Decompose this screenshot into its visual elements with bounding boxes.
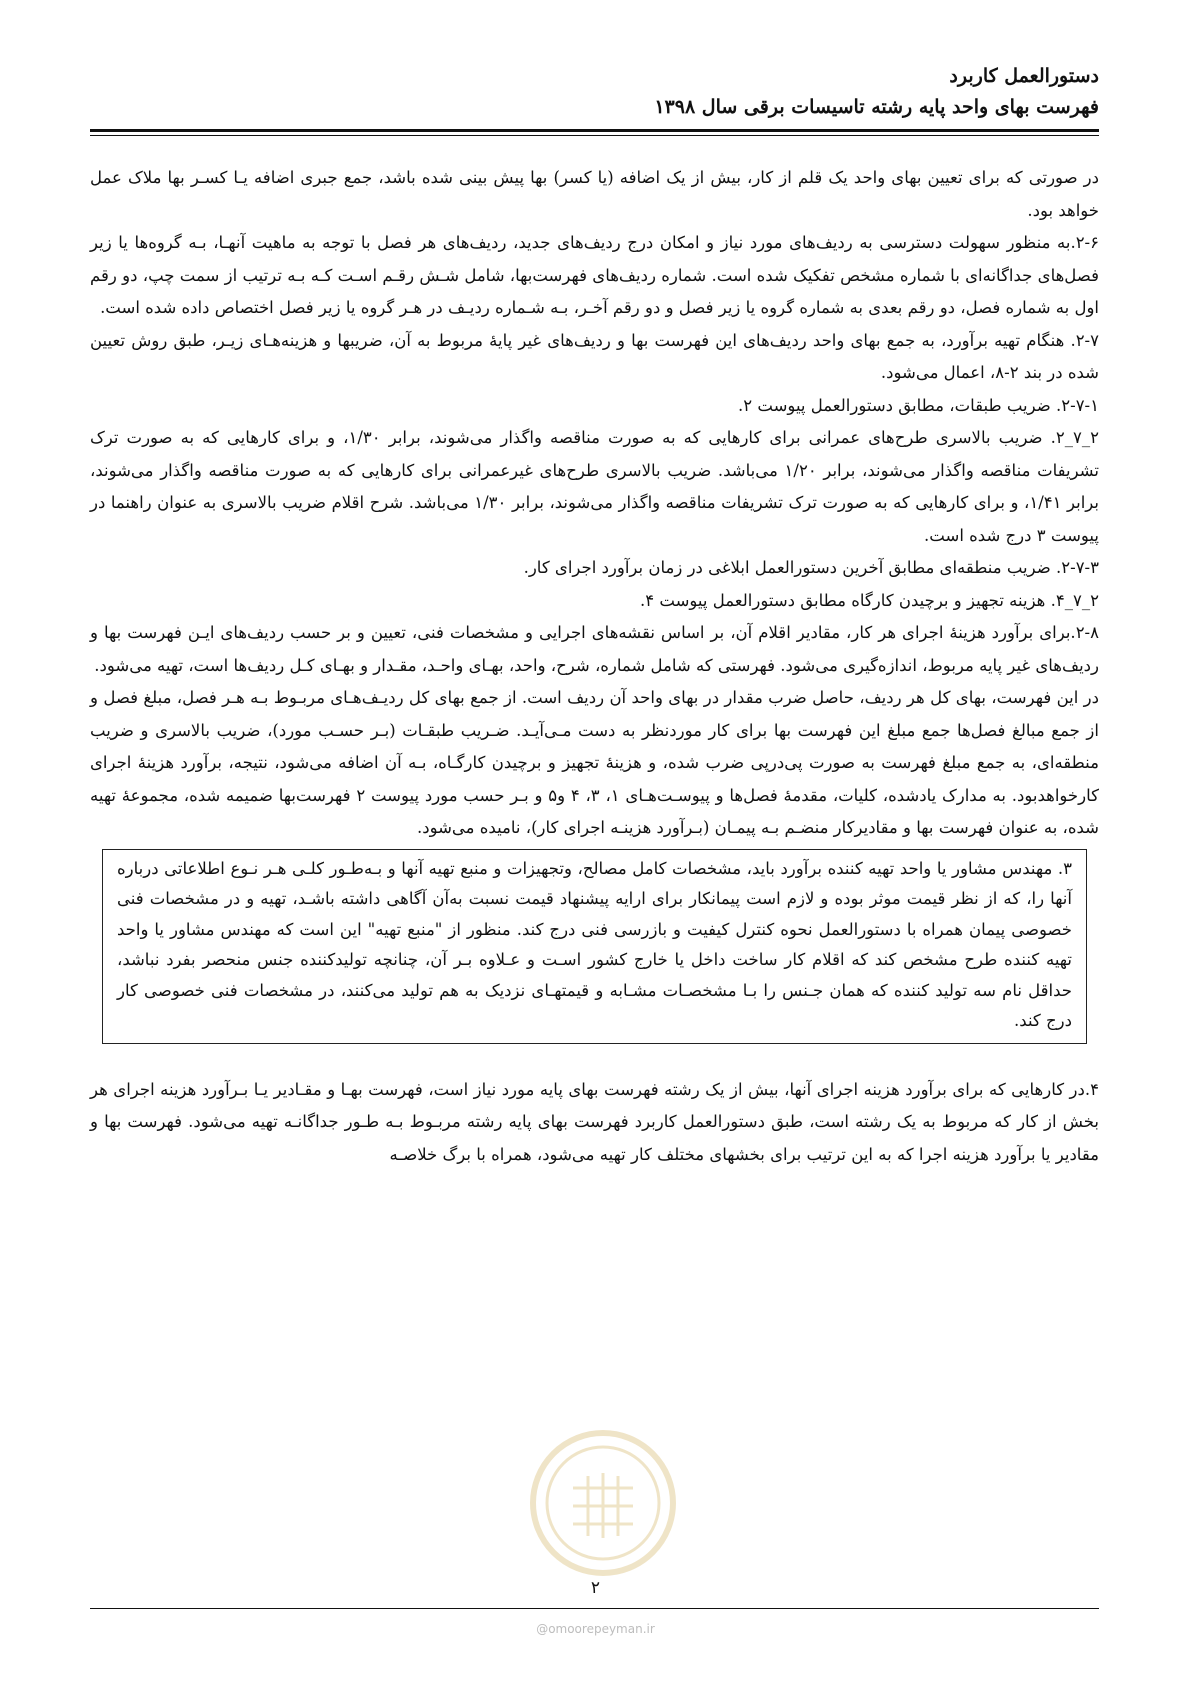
paragraph: ۲-۷-۳. ضریب منطقه‌ای مطابق آخرین دستورالعمل ابلاغی در زمان برآورد اجرای کار.	[523, 558, 1099, 577]
website-watermark: @omoorepeyman.ir	[536, 1622, 655, 1636]
paragraph: در این فهرست، بهای کل هر ردیف، حاصل ضرب مقدار در بهای واحد آن ردیف است. از جمع بهای کل ردیـف‌هـای مربـوط بـه هـر فصل، مبلغ فصل و از جمع مبالغ فصل‌ها جمع مبلغ این فهرست بها برای کار موردنظر به دست مـی‌آیـد. ضـریب طبقـات (بـر حسـب مورد)، ضریب بالاسری و ضریب منطقه‌ای، به جمع مبلغ فهرست به صورت پی‌درپی ضرب شده، و هزینهٔ تجهیز و برچیدن کارگـاه، بـه آن اضافه می‌شود، نتیجه، برآورد هزینهٔ اجرای کارخواهدبود. به مدارک یادشده، کلیات، مقدمهٔ فصل‌ها و پیوسـت‌هـای ۱، ۳، ۴ و۵ و بـر حسب مورد پیوست ۲ فهرست‌بها ضمیمه شده، مجموعهٔ تهیه شده، به عنوان فهرست بها و مقادیرکار منضـم بـه پیمـان (بـرآورد هزینـه اجرای کار)، نامیده می‌شود.	[90, 688, 1099, 837]
footer-rule	[90, 1608, 1099, 1609]
watermark-seal-icon	[528, 1428, 678, 1578]
header-rule-thick	[90, 129, 1099, 132]
page-header	[90, 60, 1099, 122]
document-body	[90, 162, 1099, 1171]
header-title: دستورالعمل کاربرد	[949, 65, 1099, 87]
paragraph: ۲-۷. هنگام تهیه برآورد، به جمع بهای واحد ردیف‌های این فهرست بها و ردیف‌های غیر پایهٔ مربوط به آن، ضریبها و هزینه‌هـای زیـر، طبق روش تعیین شده در بند ۲-۸، اعمال می‌شود.	[90, 330, 1099, 382]
paragraph: در صورتی که برای تعیین بهای واحد یک قلم از کار، بیش از یک اضافه (یا کسر) بها پیش بینی شده باشد، جمع جبری اضافه یـا کسـر بها ملاک عمل خواهد بود.	[90, 168, 1099, 220]
paragraph: ۲_۷_۲. ضریب بالاسری طرح‌های عمرانی برای کارهایی که به صورت مناقصه واگذار می‌شوند، برابر ۱/۳۰، و برای کارهایی که به صورت ترک تشریفات مناقصه واگذار می‌شوند، برابر ۱/۲۰ می‌باشد. ضریب بالاسری طرح‌های غیرعمرانی برای کارهایی که به صورت مناقصه واگذار می‌شوند، برابر ۱/۴۱، و برای کارهایی که به صورت ترک تشریفات مناقصه واگذار می‌شوند، برابر ۱/۳۰ می‌باشد. شرح اقلام ضریب بالاسری به عنوان راهنما در پیوست ۳ درج شده است.	[90, 428, 1099, 545]
page-number: ۲	[590, 1578, 601, 1598]
paragraph: ۲-۸.برای برآورد هزینهٔ اجرای هر کار، مقادیر اقلام آن، بر اساس نقشه‌های اجرایی و مشخصات فنی، تعیین و بر حسب ردیف‌های ایـن فهرست بها و ردیف‌های غیر پایه مربوط، اندازه‌گیری می‌شود. فهرستی که شامل شماره، شرح، واحد، بهـای واحـد، مقـدار و بهـای کـل ردیف‌ها است، تهیه می‌شود.	[90, 623, 1099, 675]
paragraph: ۲_۷_۴. هزینه تجهیز و برچیدن کارگاه مطابق دستورالعمل پیوست ۴.	[640, 590, 1099, 610]
header-subtitle: فهرست بهای واحد پایه رشته تاسیسات برقی سال ۱۳۹۸	[654, 96, 1099, 118]
paragraph: ۲-۶.به منظور سهولت دسترسی به ردیف‌های مورد نیاز و امکان درج ردیف‌های جدید، ردیف‌های هر فصل با توجه به ماهیت آنهـا، بـه گروه‌ها یا زیر فصل‌های جداگانه‌ای با شماره مشخص تفکیک شده است. شماره ردیف‌های فهرست‌بها، شامل شـش رقـم اسـت کـه بـه ترتیب از سمت چپ، دو رقم اول به شماره فصل، دو رقم بعدی به شماره گروه یا زیر فصل و دو رقم آخـر، بـه شـماره ردیـف در هـر گروه یا زیر فصل اختصاص داده شده است.	[90, 233, 1099, 317]
paragraph: ۴.در کارهایی که برای برآورد هزینه اجرای آنها، بیش از یک رشته فهرست بهای پایه مورد نیاز است، فهرست بهـا و مقـادیر یـا بـرآورد هزینه اجرای هر بخش از کار که مربوط به یک رشته است، طبق دستورالعمل کاربرد فهرست بهای پایه رشته مربـوط بـه طـور جداگانـه تهیه می‌شود. فهرست بها و مقادیر یا برآورد هزینه اجرا که به این ترتیب برای بخشهای مختلف کار تهیه می‌شود، همراه با برگ خلاصـه	[90, 1079, 1099, 1164]
header-rule-thin	[90, 135, 1099, 136]
note-box: ۳. مهندس مشاور یا واحد تهیه کننده برآورد باید، مشخصات کامل مصالح، وتجهیزات و منبع تهیه آنها و بـه‌طـور کلـی هـر نـوع اطلاعاتی درباره آنها را، که از نظر قیمت موثر بوده و لازم است پیمانکار برای ارایه پیشنهاد قیمت نسبت به‌آن آگاهی داشته باشـد، تهیه و در مشخصات فنی خصوصی پیمان همراه با دستورالعمل نحوه کنترل کیفیت و بازرسی فنی درج کند. منظور از "منبع تهیه" این است که مهندس مشاور یا واحد تهیه کننده طرح مشخص کند که اقلام کار ساخت داخل یا خارج کشور اسـت و عـلاوه بـر آن، چنانچه تولیدکننده جنس منحصر بفرد نباشد، حداقل نام سه تولید کننده که همان جـنس را بـا مشخصـات مشـابه و قیمتهـای نزدیک به هم تولید می‌کنند، در مشخصات فنی خصوصی کار درج کند.	[102, 849, 1087, 1044]
paragraph: ۲-۷-۱. ضریب طبقات، مطابق دستورالعمل پیوست ۲.	[738, 395, 1099, 415]
